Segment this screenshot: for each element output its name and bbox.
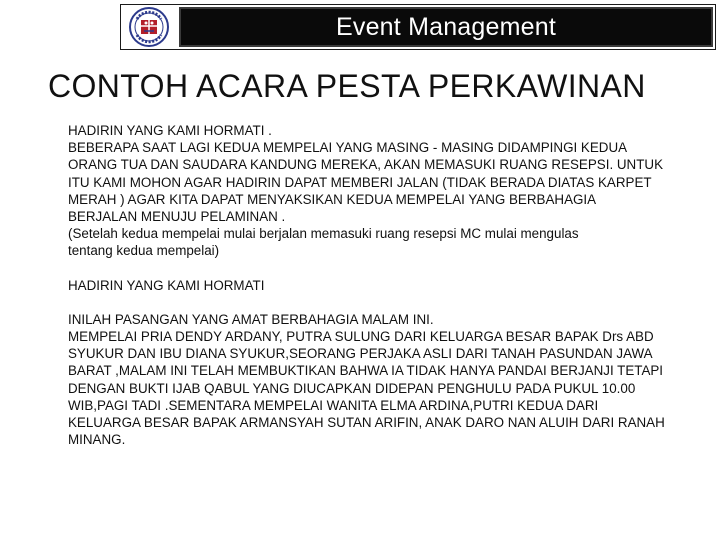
header-title: Event Management bbox=[179, 7, 713, 47]
university-logo-icon bbox=[126, 6, 172, 48]
paragraph-greeting-2: HADIRIN YANG KAMI HORMATI bbox=[68, 277, 265, 293]
paragraph-stage-note-continued: tentang kedua mempelai) bbox=[68, 243, 220, 259]
header-banner bbox=[120, 4, 716, 50]
paragraph-stage-note: (Setelah kedua mempelai mulai berjalan memasuki ruang resepsi MC mulai mengulas bbox=[68, 226, 579, 242]
body-content bbox=[68, 122, 668, 448]
paragraph-greeting-1: HADIRIN YANG KAMI HORMATI . bbox=[68, 123, 272, 138]
spacer bbox=[68, 260, 668, 277]
page-title: CONTOH ACARA PESTA PERKAWINAN bbox=[48, 68, 646, 104]
paragraph-couple-details: MEMPELAI PRIA DENDY ARDANY, PUTRA SULUNG DARI KELUARGA BESAR BAPAK Drs ABD SYUKUR DAN IBU DIANA SYUKUR,SEORANG PERJAKA ASLI DARI TANAH PASUNDAN JAWA BARAT ,MALAM INI TELAH MEMBUKTIKAN BAHWA IA TIDAK HANYA PANDAI BERJANJI TETAPI DENGAN BUKTI IJAB QABUL YANG DIUCAPKAN DIDEPAN PENGHULU PADA PUKUL 10.00 WIB,PAGI TADI .SEMENTARA MEMPELAI WANITA ELMA ARDINA,PUTRI KEDUA DARI KELUARGA BESAR BAPAK ARMANSYAH SUTAN ARIFIN, ANAK DARO NAN ALUIH DARI RANAH MINANG. bbox=[68, 329, 665, 448]
paragraph-couple-intro: INILAH PASANGAN YANG AMAT BERBAHAGIA MALAM INI. bbox=[68, 311, 434, 327]
paragraph-announcement: BEBERAPA SAAT LAGI KEDUA MEMPELAI YANG MASING - MASING DIDAMPINGI KEDUA ORANG TUA DAN SAUDARA KANDUNG MEREKA, AKAN MEMASUKI RUANG RESEPSI. UNTUK ITU KAMI MOHON AGAR HADIRIN DAPAT MEMBERI JALAN (TIDAK BERADA DIATAS KARPET MERAH ) AGAR KITA DAPAT MENYAKSIKAN KEDUA MEMPELAI YANG BERBAHAGIA BERJALAN MENUJU PELAMINAN . bbox=[68, 140, 664, 225]
logo-container bbox=[121, 5, 176, 49]
spacer bbox=[68, 294, 668, 311]
